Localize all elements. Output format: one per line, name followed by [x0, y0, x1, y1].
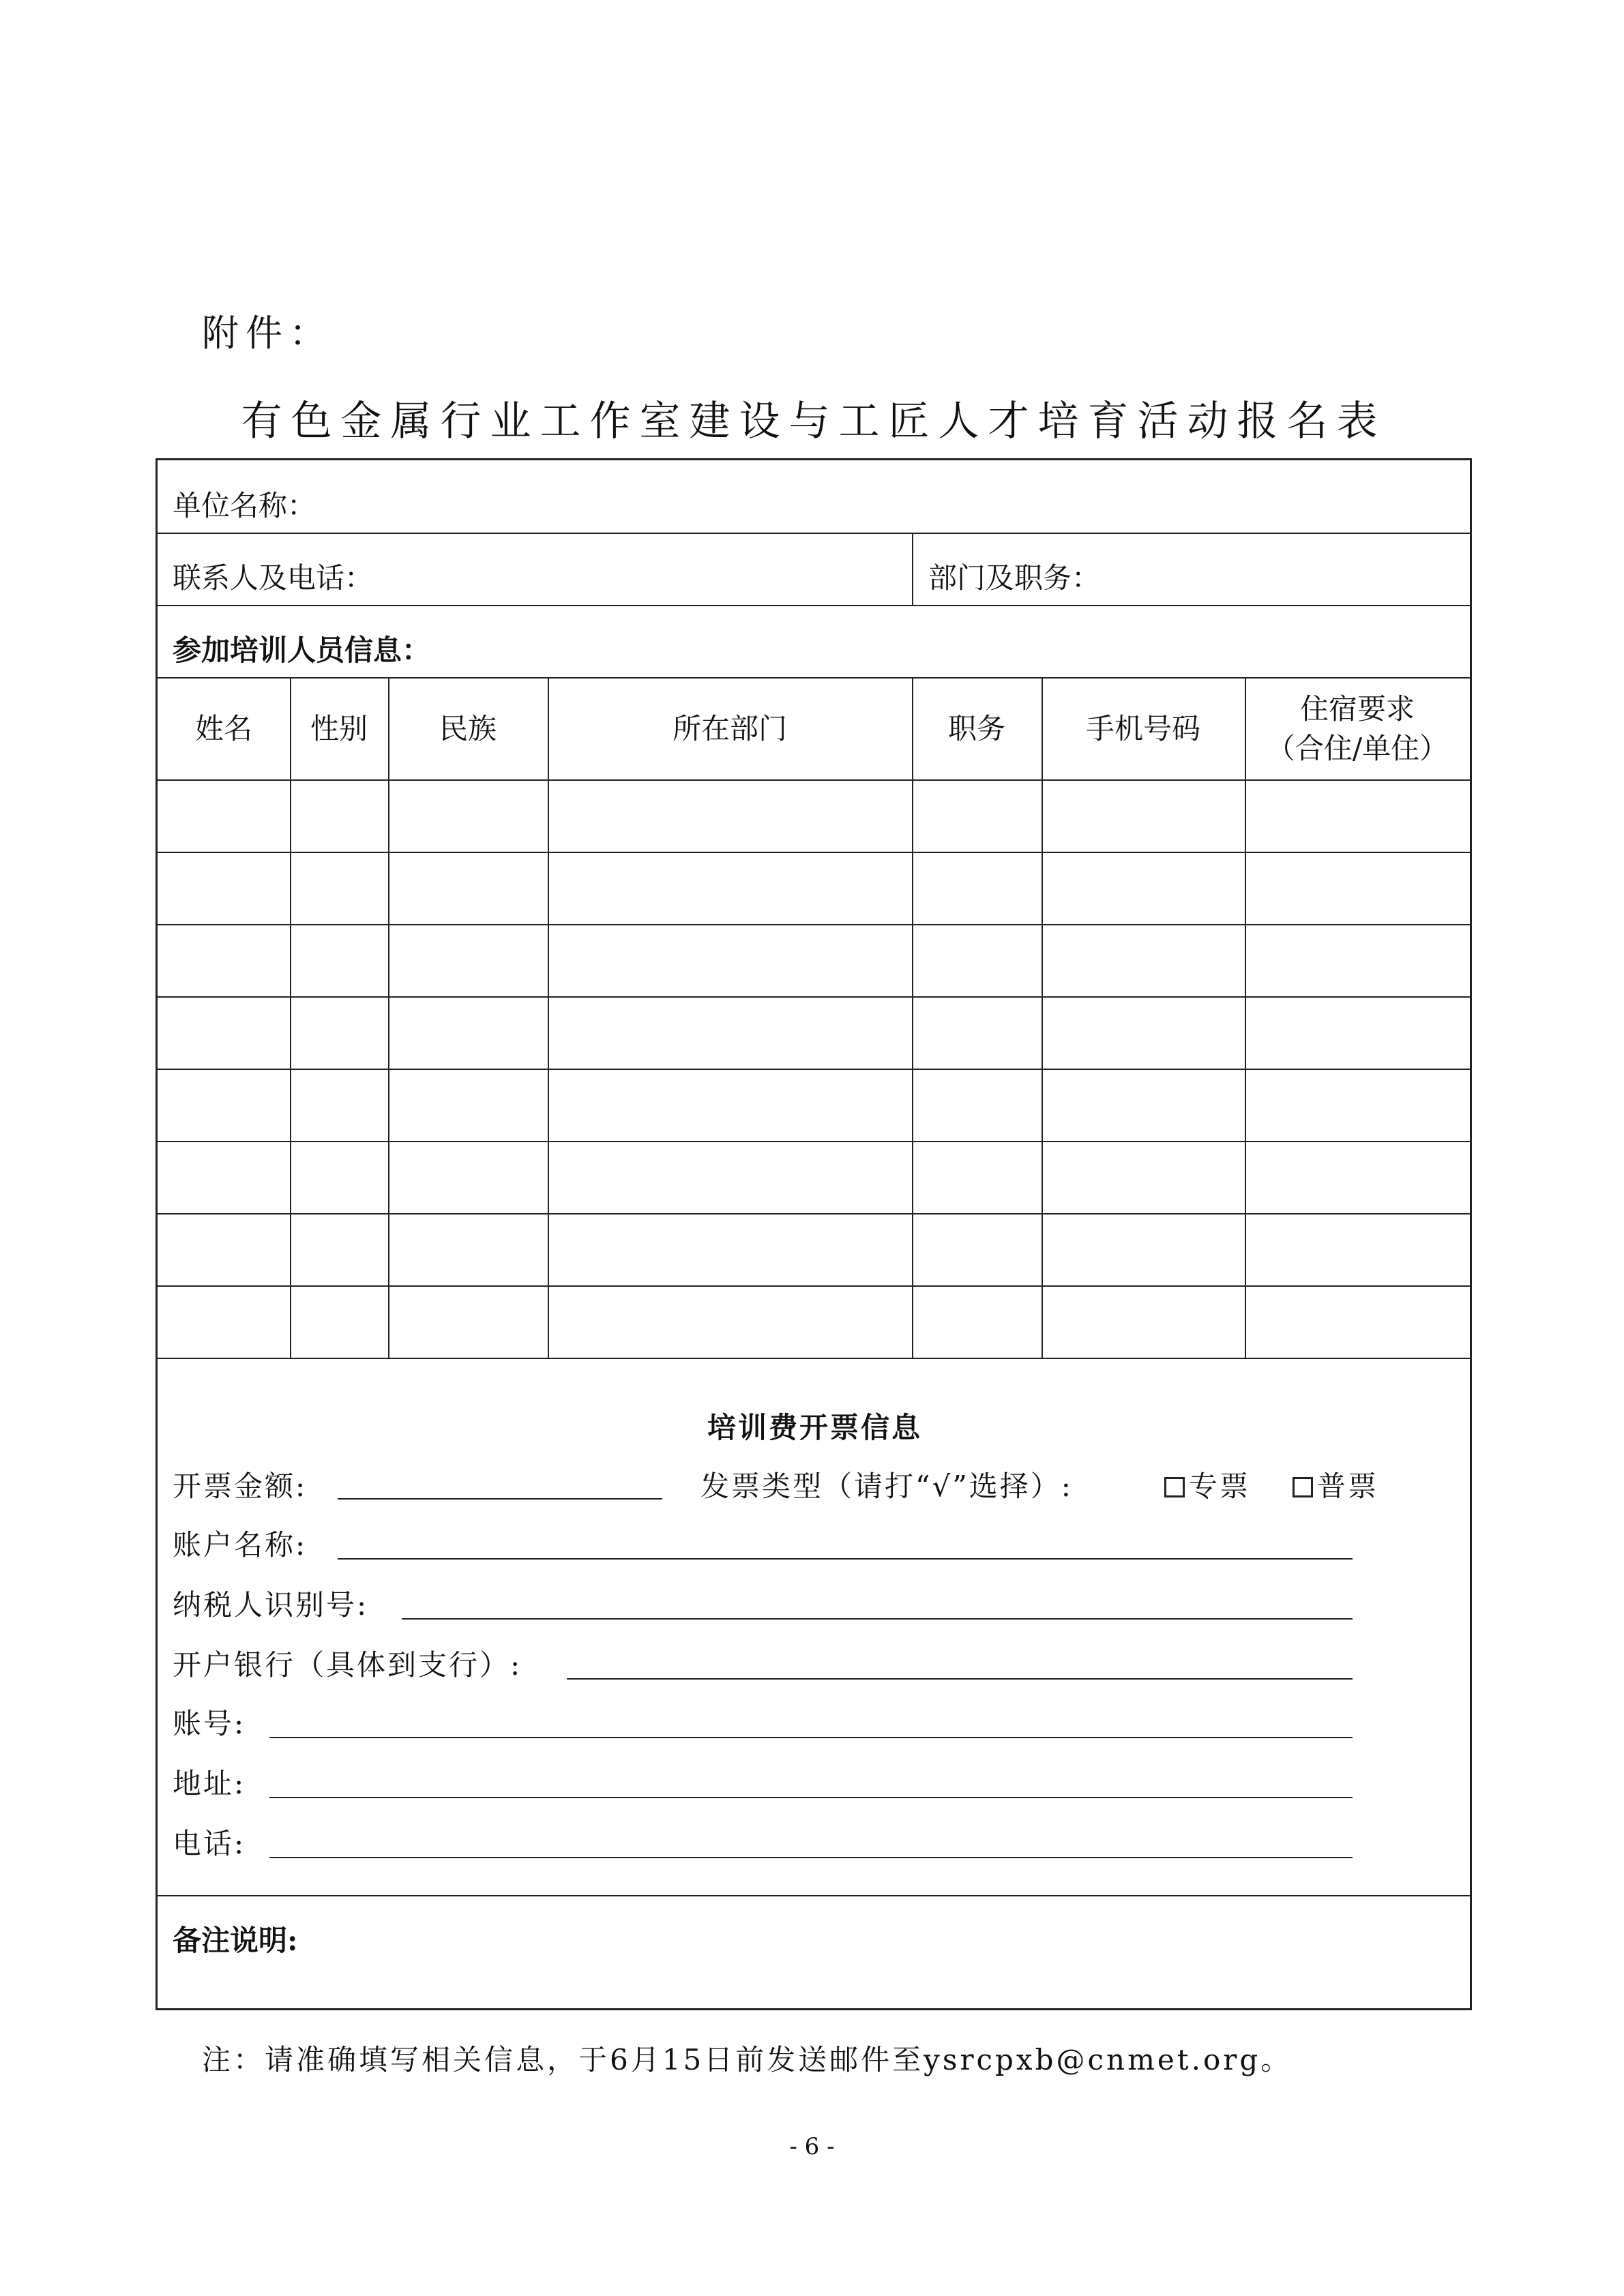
accommodation-header-line2: （合住/单住） [1266, 732, 1449, 765]
table-cell[interactable] [549, 1070, 911, 1139]
invoice-heading: 培训费开票信息 [707, 1411, 923, 1444]
table-cell[interactable] [159, 1214, 289, 1284]
table-cell[interactable] [1043, 1070, 1243, 1139]
contact-label: 联系人及电话： [173, 561, 374, 595]
account-no-input[interactable] [269, 1737, 1353, 1738]
accommodation-header-line1: 住宿要求 [1299, 692, 1415, 726]
table-cell[interactable] [389, 1214, 546, 1284]
table-cell[interactable] [549, 1287, 911, 1356]
table-cell[interactable] [389, 781, 546, 850]
address-input[interactable] [269, 1797, 1353, 1798]
table-cell[interactable] [159, 925, 289, 995]
unit-name-label: 单位名称： [173, 489, 316, 522]
table-cell[interactable] [913, 1287, 1040, 1356]
table-cell[interactable] [1246, 1214, 1468, 1284]
table-cell[interactable] [159, 998, 289, 1067]
option-special-invoice[interactable] [1164, 1464, 1250, 1505]
checkbox-icon[interactable] [1164, 1477, 1185, 1497]
attachment-label: 附件： [202, 312, 333, 355]
account-name-input[interactable] [338, 1558, 1353, 1560]
table-row-divider [158, 1358, 1470, 1359]
table-cell[interactable] [549, 781, 911, 850]
table-cell[interactable] [389, 998, 546, 1067]
col-header-name: 姓名 [194, 712, 252, 745]
table-cell[interactable] [913, 781, 1040, 850]
col-header-position: 职务 [947, 712, 1005, 745]
col-header-accommodation [1245, 679, 1470, 779]
dept-position-field[interactable] [913, 534, 1470, 605]
account-name-label: 账户名称: [173, 1528, 308, 1562]
table-cell[interactable] [1246, 925, 1468, 995]
table-cell[interactable] [1246, 781, 1468, 850]
table-cell[interactable] [389, 1070, 546, 1139]
table-cell[interactable] [1043, 998, 1243, 1067]
phone-input[interactable] [269, 1857, 1353, 1858]
table-cell[interactable] [913, 925, 1040, 995]
col-header-ethnicity: 民族 [439, 712, 497, 745]
table-cell[interactable] [159, 1142, 289, 1212]
col-header-department: 所在部门 [672, 712, 787, 745]
account-no-label: 账号: [173, 1707, 246, 1740]
unit-name-field[interactable] [158, 460, 1470, 533]
table-cell[interactable] [291, 781, 387, 850]
option-special-label: 专票 [1189, 1470, 1251, 1503]
page-title: 有色金属行业工作室建设与工匠人才培育活动报名表 [241, 398, 1387, 445]
table-cell[interactable] [159, 1070, 289, 1139]
remarks-field[interactable] [158, 1896, 1470, 2008]
table-cell[interactable] [291, 1287, 387, 1356]
table-cell[interactable] [549, 1214, 911, 1284]
trainees-label: 参加培训人员信息： [173, 633, 431, 667]
table-cell[interactable] [1246, 1070, 1468, 1139]
table-cell[interactable] [1043, 925, 1243, 995]
table-cell[interactable] [1043, 1142, 1243, 1212]
col-header-phone: 手机号码 [1085, 712, 1200, 745]
table-cell[interactable] [913, 853, 1040, 923]
taxpayer-id-label: 纳税人识别号: [173, 1588, 369, 1622]
table-cell[interactable] [389, 1142, 546, 1212]
table-cell[interactable] [159, 781, 289, 850]
checkbox-icon[interactable] [1293, 1477, 1313, 1497]
table-cell[interactable] [291, 1214, 387, 1284]
footer-note: 注：请准确填写相关信息，于6月15日前发送邮件至ysrcpxb@cnmet.org。 [202, 2043, 1293, 2076]
registration-form [156, 458, 1472, 2010]
table-cell[interactable] [291, 998, 387, 1067]
table-cell[interactable] [549, 1142, 911, 1212]
table-cell[interactable] [1246, 1287, 1468, 1356]
taxpayer-id-input[interactable] [402, 1618, 1353, 1620]
table-cell[interactable] [913, 1142, 1040, 1212]
dept-position-label: 部门及职务： [928, 561, 1101, 595]
page-number: - 6 - [789, 2133, 835, 2160]
table-cell[interactable] [389, 925, 546, 995]
invoice-type-label: 发票类型（请打“√”选择）: [700, 1470, 1073, 1503]
table-cell[interactable] [549, 998, 911, 1067]
table-cell[interactable] [291, 853, 387, 923]
table-cell[interactable] [291, 925, 387, 995]
option-general-label: 普票 [1317, 1470, 1379, 1503]
table-cell[interactable] [1043, 853, 1243, 923]
phone-label: 电话: [173, 1827, 246, 1860]
amount-input[interactable] [338, 1498, 662, 1500]
bank-input[interactable] [567, 1678, 1353, 1680]
table-cell[interactable] [291, 1142, 387, 1212]
remarks-label: 备注说明: [173, 1924, 298, 1957]
table-cell[interactable] [159, 1287, 289, 1356]
col-header-gender: 性别 [310, 712, 368, 745]
table-cell[interactable] [1043, 781, 1243, 850]
bank-label: 开户银行（具体到支行）: [173, 1648, 522, 1682]
table-cell[interactable] [913, 998, 1040, 1067]
table-cell[interactable] [913, 1070, 1040, 1139]
table-cell[interactable] [1246, 998, 1468, 1067]
table-cell[interactable] [1043, 1214, 1243, 1284]
table-cell[interactable] [389, 1287, 546, 1356]
table-cell[interactable] [1043, 1287, 1243, 1356]
table-cell[interactable] [159, 853, 289, 923]
contact-field[interactable] [158, 534, 912, 605]
table-cell[interactable] [291, 1070, 387, 1139]
table-cell[interactable] [549, 853, 911, 923]
table-cell[interactable] [549, 925, 911, 995]
table-cell[interactable] [913, 1214, 1040, 1284]
divider [158, 605, 1470, 606]
option-general-invoice[interactable] [1293, 1464, 1378, 1505]
address-label: 地址: [173, 1767, 246, 1800]
table-cell[interactable] [1246, 853, 1468, 923]
amount-label: 开票金额: [173, 1470, 308, 1503]
table-cell[interactable] [1246, 1142, 1468, 1212]
table-cell[interactable] [389, 853, 546, 923]
